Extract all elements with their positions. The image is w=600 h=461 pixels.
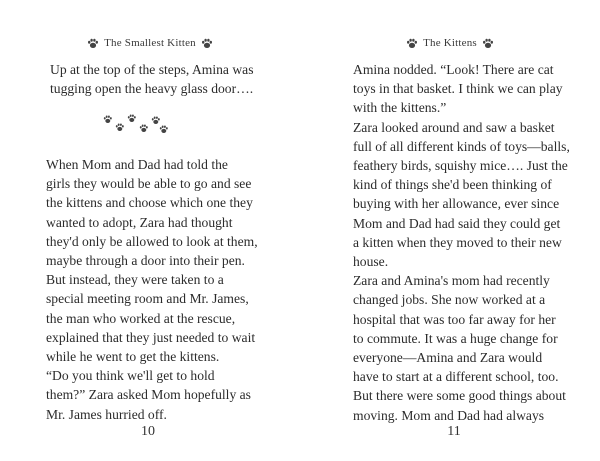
running-head-left	[0, 37, 300, 49]
paragraph-main-left: When Mom and Dad had told the girls they would be able to go and see the kittens and choose which one they wanted to adopt, Zara had thought they'd only be allowed to look at them, maybe through a door into their pen. But instead, they were taken to a special meeting room and Mr. James, the man who worked at the rescue, explained that they just needed to wait while he went to get the kittens. “Do you think we'll get to hold them?” Zara asked Mom hopefully as Mr. James hurried off.	[46, 157, 258, 422]
running-head-title: The Smallest Kitten	[104, 37, 196, 49]
right-page	[300, 0, 600, 461]
paragraph-intro: Up at the top of the steps, Amina was tugging open the heavy glass door….	[50, 62, 254, 97]
page-number-left: 10	[141, 424, 155, 439]
paw-print-icon	[201, 38, 213, 49]
paw-print-icon	[482, 38, 494, 49]
paw-prints-ornament	[101, 111, 173, 141]
paw-print-icon	[406, 38, 418, 49]
paw-print-icon	[87, 38, 99, 49]
paragraph-main-right: Amina nodded. “Look! There are cat toys in that basket. I think we can play with the kittens.” Zara looked around and saw a basket full of all different kinds of toys—balls, feathery birds, squishy mice…. Just the kind of things she'd been thinking of buying with her allowance, ever since Mom and Dad had said they could get a kitten when they moved to their new house. Zara and Amina's mom had recently changed jobs. She now worked at a hospital that was too far away for her to commute. It was a huge change for everyone—Amina and Zara would have to start at a different school, too. But there were some good things about moving. Mom and Dad had always	[353, 62, 570, 423]
running-head-title: The Kittens	[423, 37, 477, 49]
page-number-right: 11	[447, 424, 461, 439]
running-head-right	[300, 37, 600, 49]
